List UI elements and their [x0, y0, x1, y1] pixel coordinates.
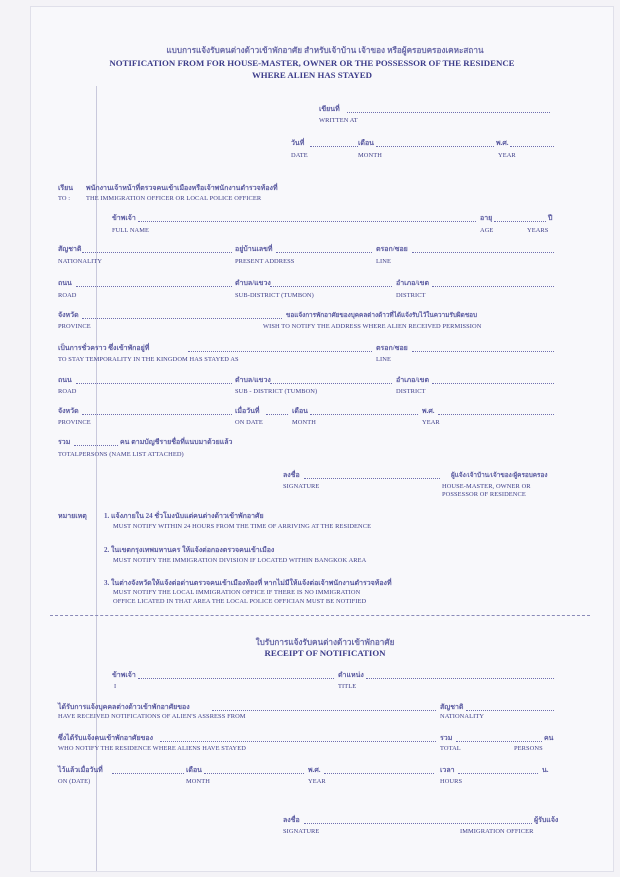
total-label-thai: รวม — [58, 438, 71, 446]
date-field[interactable] — [310, 146, 358, 147]
total-persons-field[interactable] — [74, 445, 118, 446]
receipt-signature-label: SIGNATURE — [283, 828, 320, 835]
receipt-received-thai: ได้รับการแจ้งบุคคลต่างด้าวเข้าพักอาศัยของ — [58, 703, 190, 711]
remark-1-thai: 1. แจ้งภายใน 24 ชั่วโมงนับแต่คนต่างด้าวเข้าพักอาศัย — [104, 512, 264, 520]
district-label-thai: อำเภอ/เขต — [396, 279, 430, 287]
receipt-i-label-thai: ข้าพเจ้า — [112, 671, 136, 679]
written-at-field[interactable] — [347, 112, 550, 113]
receipt-officer-label: IMMIGRATION OFFICER — [460, 828, 534, 835]
line2-field[interactable] — [412, 351, 554, 352]
written-at-label: WRITTEN AT — [319, 117, 358, 124]
stay-label: TO STAY TEMPORALITY IN THE KINGDOM HAS STAYED AS — [58, 356, 239, 363]
road2-label-thai: ถนน — [58, 376, 72, 384]
district-field[interactable] — [432, 286, 554, 287]
form-title-english: NOTIFICATION FROM FOR HOUSE-MASTER, OWNER OR THE POSSESSOR OF THE RESIDENCE — [109, 58, 515, 68]
receipt-on-date-label: ON (DATE) — [58, 778, 91, 785]
receipt-nationality-field[interactable] — [466, 710, 554, 711]
year-label: YEAR — [498, 152, 516, 159]
age-label-thai: อายุ — [480, 214, 493, 222]
month-field[interactable] — [376, 146, 494, 147]
years-label: YEARS — [527, 227, 549, 234]
receipt-year-thai: พ.ศ. — [308, 766, 321, 774]
district2-label-thai: อำเภอ/เขต — [396, 376, 430, 384]
line-label: LINE — [376, 258, 391, 265]
receipt-n-thai: น. — [542, 766, 549, 774]
year2-label: YEAR — [422, 419, 440, 426]
year2-label-thai: พ.ศ. — [422, 407, 435, 415]
subdistrict-label: SUB-DISTRICT (TUMBON) — [235, 292, 314, 299]
year-field[interactable] — [510, 146, 554, 147]
role-label-thai: ผู้แจ้ง/เจ้าบ้าน/เจ้าของ/ผู้ครอบครอง — [451, 472, 548, 479]
province2-label-thai: จังหวัด — [58, 407, 79, 415]
ondate-field[interactable] — [266, 414, 288, 415]
receipt-total-label: TOTAL — [440, 745, 461, 752]
receipt-total-field[interactable] — [456, 741, 542, 742]
form-title-thai: แบบการแจ้งรับคนต่างด้าวเข้าพักอาศัย สำหรับเจ้าบ้าน เจ้าของ หรือผู้ครอบครองเคหะสถาน — [166, 46, 484, 55]
month2-field[interactable] — [310, 414, 418, 415]
road-label: ROAD — [58, 292, 77, 299]
receipt-residence-field[interactable] — [160, 741, 436, 742]
receipt-position-field[interactable] — [366, 678, 554, 679]
subdistrict2-field[interactable] — [270, 383, 392, 384]
receipt-who-thai: ซึ่งได้รับแจ้งคนเข้าพักอาศัยของ — [58, 734, 153, 742]
province-label-thai: จังหวัด — [58, 311, 79, 319]
subdistrict2-label-thai: ตำบล/แขวง — [235, 376, 271, 384]
receipt-on-date-thai: ไว้แล้วเมื่อวันที่ — [58, 766, 103, 774]
month2-label: MONTH — [292, 419, 316, 426]
cut-line — [50, 615, 590, 616]
receipt-title-thai: ใบรับการแจ้งรับคนต่างด้าวเข้าพักอาศัย — [255, 638, 395, 647]
receipt-nationality-thai: สัญชาติ — [440, 703, 464, 711]
province2-field[interactable] — [82, 414, 232, 415]
remark-2: MUST NOTIFY THE IMMIGRATION DIVISION IF LOCATED WITHIN BANGKOK AREA — [113, 557, 367, 564]
road2-field[interactable] — [76, 383, 232, 384]
receipt-hours-field[interactable] — [458, 773, 538, 774]
total-persons-label: TOTALPERSONS (NAME LIST ATTACHED) — [58, 451, 184, 458]
signature-label-thai: ลงชื่อ — [283, 471, 300, 479]
remark-1: MUST NOTIFY WITHIN 24 HOURS FROM THE TIME OF ARRIVING AT THE RESIDENCE — [113, 523, 372, 530]
year-label-thai: พ.ศ. — [496, 139, 509, 147]
receipt-i-label: I — [114, 683, 117, 690]
total-mid-label-thai: คน ตามบัญชีรายชื่อที่แนบมาด้วยแล้ว — [120, 438, 233, 446]
wish-label-thai: ขอแจ้งการพักอาศัยของบุคคลต่างด้าวที่ได้แจ้งรับไว้ในความรับผิดชอบ — [286, 312, 478, 319]
ondate-label: ON DATE — [235, 419, 263, 426]
receipt-year-label: YEAR — [308, 778, 326, 785]
road-label-thai: ถนน — [58, 279, 72, 287]
receipt-officer-thai: ผู้รับแจ้ง — [534, 816, 559, 824]
to-value: THE IMMIGRATION OFFICER OR LOCAL POLICE OFFICER — [86, 195, 262, 202]
receipt-persons-thai: คน — [544, 734, 554, 742]
date-label: DATE — [291, 152, 308, 159]
remark-2-thai: 2. ในเขตกรุงเทพมหานคร ให้แจ้งต่อกองตรวจคนเข้าเมือง — [104, 546, 275, 554]
to-label: TO : — [58, 195, 71, 202]
remark-3-thai: 3. ในต่างจังหวัดให้แจ้งต่อด่านตรวจคนเข้าเมืองท้องที่ หากไม่มีให้แจ้งต่อเจ้าพนักงานตำรวจท้องที่ — [104, 579, 392, 587]
to-value-thai: พนักงานเจ้าหน้าที่ตรวจคนเข้าเมืองหรือเจ้าพนักงานตำรวจท้องที่ — [86, 184, 278, 192]
receipt-hours-thai: เวลา — [440, 766, 455, 774]
full-name-label: FULL NAME — [112, 227, 150, 234]
month2-label-thai: เดือน — [292, 407, 308, 415]
receipt-hours-label: HOURS — [440, 778, 463, 785]
nationality-field[interactable] — [82, 252, 232, 253]
line-label-thai: ตรอก/ซอย — [376, 245, 408, 253]
receipt-date-field[interactable] — [112, 773, 184, 774]
full-name-field[interactable] — [138, 221, 476, 222]
district-label: DISTRICT — [396, 292, 426, 299]
receipt-persons-label: PERSONS — [514, 745, 543, 752]
receipt-received-label: HAVE RECEIVED NOTIFICATIONS OF ALIEN'S ASSRESS FROM — [58, 713, 246, 720]
address-field[interactable] — [276, 252, 372, 253]
district2-field[interactable] — [432, 383, 554, 384]
receipt-title-field-label: TITLE — [338, 683, 357, 690]
role-label-1: HOUSE-MASTER, OWNER OR — [442, 483, 531, 490]
receipt-title-field-thai: ตำแหน่ง — [338, 671, 364, 679]
subdistrict2-label: SUB - DISTRICT (TUMBON) — [235, 388, 318, 395]
province2-label: PROVINCE — [58, 419, 91, 426]
subdistrict-label-thai: ตำบล/แขวง — [235, 279, 271, 287]
date-label-thai: วันที่ — [291, 139, 305, 147]
nationality-label: NATIONALITY — [58, 258, 103, 265]
margin-line — [96, 86, 97, 871]
subdistrict-field[interactable] — [270, 286, 392, 287]
remarks-label-thai: หมายเหตุ — [58, 512, 87, 520]
written-at-label-thai: เขียนที่ — [319, 105, 340, 113]
wish-label: WISH TO NOTIFY THE ADDRESS WHERE ALIEN RECEIVED PERMISSION — [263, 323, 482, 330]
ondate-label-thai: เมื่อวันที่ — [235, 407, 260, 415]
province-label: PROVINCE — [58, 323, 91, 330]
receipt-signature-field[interactable] — [304, 823, 532, 824]
line2-label: LINE — [376, 356, 391, 363]
receipt-month-thai: เดือน — [186, 766, 202, 774]
province-field[interactable] — [82, 318, 282, 319]
receipt-month-field[interactable] — [204, 773, 304, 774]
receipt-month-label: MONTH — [186, 778, 210, 785]
receipt-nationality-label: NATIONALITY — [440, 713, 485, 720]
nationality-label-thai: สัญชาติ — [58, 245, 82, 253]
remark-3-line2: OFFICE LICATED IN THAT AREA THE LOCAL POLICE OFFICIAN MUST BE NOTIFIED — [113, 598, 367, 605]
receipt-signature-thai: ลงชื่อ — [283, 816, 300, 824]
age-field[interactable] — [494, 221, 546, 222]
remark-3: MUST NOTIFY THE LOCAL IMMIGRATION OFFICE IF THERE IS NO IMMIGRATION — [113, 589, 361, 596]
name-label-thai: ข้าพเจ้า — [112, 214, 136, 222]
to-label-thai: เรียน — [58, 184, 74, 192]
receipt-who-label: WHO NOTIFY THE RESIDENCE WHERE ALIENS HAVE STAYED — [58, 745, 246, 752]
signature-field[interactable] — [304, 478, 440, 479]
signature-label: SIGNATURE — [283, 483, 320, 490]
years-label-thai: ปี — [548, 214, 553, 222]
receipt-year-field[interactable] — [324, 773, 434, 774]
month-label: MONTH — [358, 152, 382, 159]
year2-field[interactable] — [438, 414, 554, 415]
address-label-thai: อยู่บ้านเลขที่ — [235, 245, 273, 253]
form-title-english-2: WHERE ALIEN HAS STAYED — [251, 70, 373, 80]
line2-label-thai: ตรอก/ซอย — [376, 344, 408, 352]
road2-label: ROAD — [58, 388, 77, 395]
receipt-name-field[interactable] — [138, 678, 334, 679]
receipt-total-thai: รวม — [440, 734, 453, 742]
age-label: AGE — [480, 227, 494, 234]
role-label-2: POSSESSOR OF RESIDENCE — [442, 491, 526, 498]
stay-label-thai: เป็นการชั่วคราว ซึ่งเข้าพักอยู่ที่ — [58, 344, 150, 352]
road-field[interactable] — [76, 286, 232, 287]
address-label: PRESENT ADDRESS — [235, 258, 295, 265]
receipt-from-field[interactable] — [212, 710, 436, 711]
stay-field[interactable] — [188, 351, 372, 352]
month-label-thai: เดือน — [358, 139, 374, 147]
receipt-title: RECEIPT OF NOTIFICATION — [264, 648, 386, 658]
district2-label: DISTRICT — [396, 388, 426, 395]
line-field[interactable] — [412, 252, 554, 253]
